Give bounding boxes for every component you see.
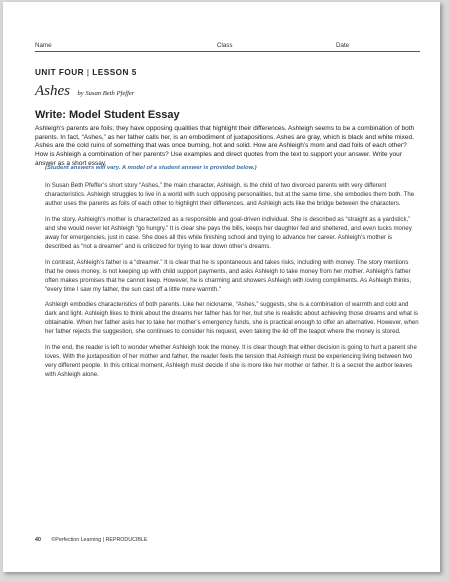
date-label: Date (336, 42, 350, 49)
page-footer (35, 537, 147, 543)
essay-paragraph: In the end, the reader is left to wonder whether Ashleigh took the money. It is clear though that either decision is going to hurt a parent she loves. With the juxtaposition of her mother and father, the reader feels the tension that Ashleigh must be experiencing living between two very different people. In this critical moment, Ashleigh must decide if she is more like her mother or father. It is a secret the author leaves with Ashleigh alone. (45, 344, 417, 379)
page-number: 40 (35, 537, 41, 543)
lesson-label: LESSON 5 (92, 68, 137, 77)
story-author: by Susan Beth Pfeffer (77, 90, 135, 97)
model-essay (45, 181, 420, 386)
unit-label: UNIT FOUR (35, 68, 85, 77)
name-label: Name (35, 42, 52, 49)
essay-paragraph: In the story, Ashleigh’s mother is characterized as a responsible and goal-driven individual. She is described as “straight as a yardstick,” and she would never let Ashleigh “go hungry.” It is clear she pays the bills, keeps her daughter fed and sheltered, and even tucks money away for emergencies, just in case. She does all this while finishing school and trying to advance her career. Ashleigh’s mother is described as “not a dreamer” and is criticized for trying to tear down other’s dreams. (45, 215, 412, 250)
section-title: Write: Model Student Essay (35, 109, 180, 121)
copyright-text: ©Perfection Learning (51, 537, 102, 543)
story-title: Ashes (35, 83, 70, 99)
unit-lesson-heading (35, 68, 137, 77)
unit-separator: | (86, 68, 90, 77)
worksheet-page (3, 2, 440, 572)
essay-prompt: Ashleigh’s parents are foils; they have opposing qualities that highlight their differences. Ashleigh seems to be a combination of both parents. In fact, “Ashes,” as her father calls her, is an embodiment of juxtapositions. Ashes are gray, which is black and white mixed. Ashes are the cold ruins of something that was once burning, hot and solid. How are Ashleigh’s mom and dad foils of each other? How is Ashleigh a combination of her parents? Use examples and direct quotes from the text to support your answer. Write your answer as a short essay. (35, 125, 415, 167)
story-title-row (35, 82, 134, 100)
reproducible-label: REPRODUCIBLE (105, 537, 148, 543)
class-label: Class (217, 42, 233, 49)
name-line-divider (35, 51, 420, 52)
essay-paragraph: In contrast, Ashleigh’s father is a “dreamer.” It is clear that he is spontaneous and takes risks, including with money. The story mentions that he owes money, is not keeping up with child support payments, and asks Ashleigh to take money from her mother. Ashleigh’s father often makes promises that he cannot keep. However, he is charming and showers Ashleigh with loving compliments. As Ashleigh thinks, “every time I saw my father, the sun cast off a little more warmth.” (45, 258, 412, 293)
answer-note: (Student answers will vary. A model of a student answer is provided below.) (45, 165, 257, 171)
essay-paragraph: Ashleigh embodies characteristics of both parents. Like her nickname, “Ashes,” suggests, she is a combination of warmth and cold and dark and light. Ashleigh likes to think about the dreams her father has for her, but she is realistic about achieving those dreams and what is obtainable. When her father asks her to take her mother’s emergency funds, she is practical enough to offer an alternative. However, when her father rejects the suggestion, she continues to consider his request, even taking the lid off the teapot where the money is stored. (45, 301, 419, 336)
footer-separator: | (102, 537, 105, 543)
essay-paragraph: In Susan Beth Pfeffer’s short story “Ashes,” the main character, Ashleigh, is the child of two divorced parents with very different characteristics. Ashleigh struggles to live in a world with such opposing personalities, but at the same time, she embodies them both. The author uses the parents as foils of each other to highlight their differences, and Ashleigh acts like the bridge between the characters. (45, 182, 415, 208)
